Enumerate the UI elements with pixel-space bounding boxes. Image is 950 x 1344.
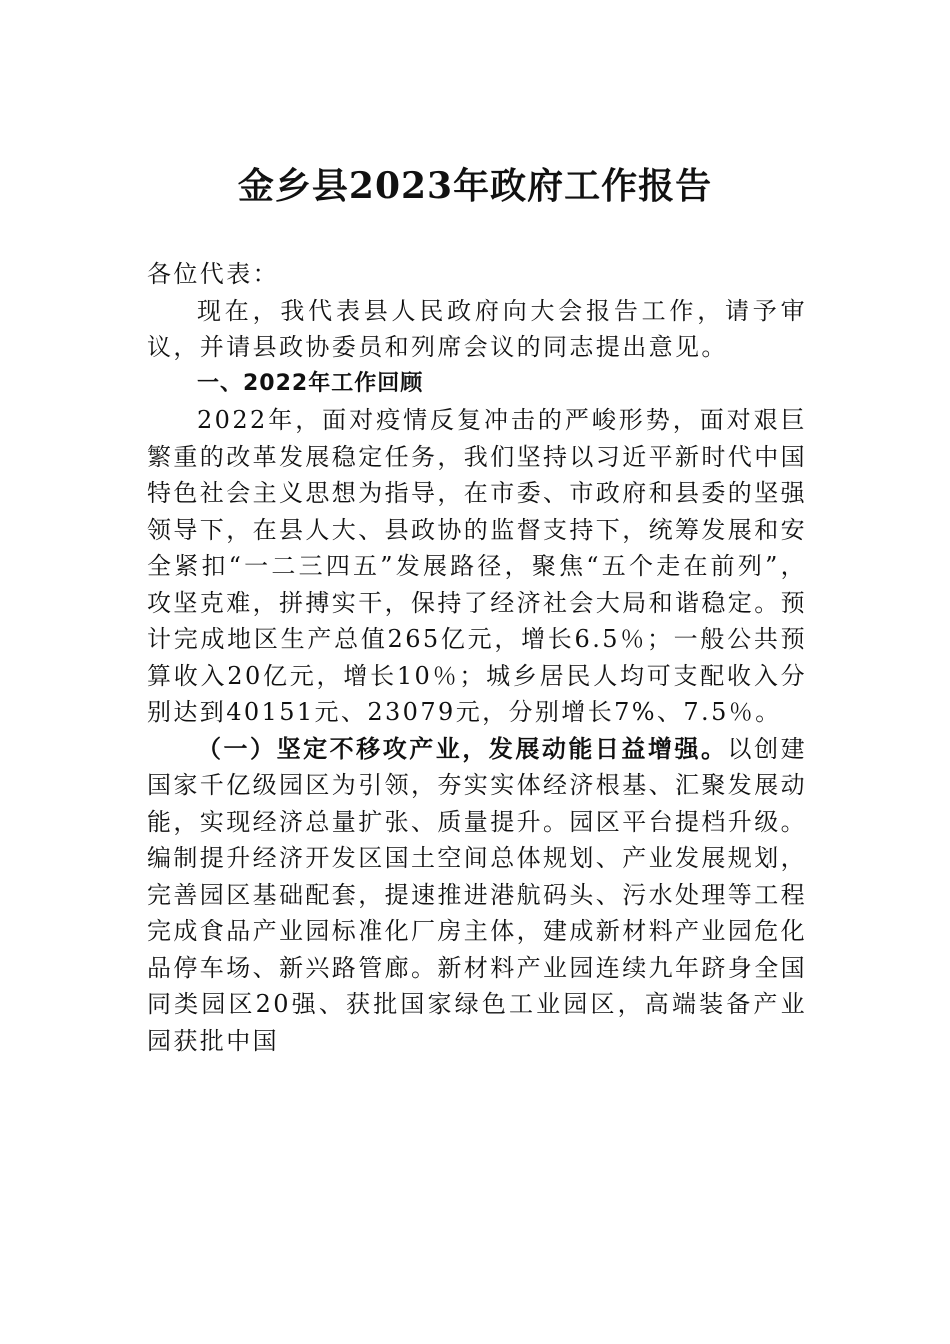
document-title: 金乡县2023年政府工作报告 <box>237 165 713 207</box>
salutation: 各位代表： <box>147 260 279 288</box>
subsection-lead: （一）坚定不移攻产业，发展动能日益增强。 <box>197 733 728 763</box>
subsection-paragraph <box>147 731 807 1060</box>
document-body <box>147 256 807 1059</box>
section-heading: 一、2022年工作回顾 <box>197 370 424 396</box>
subsection-body: 以创建国家千亿级园区为引领，夯实实体经济根基、汇聚发展动能，实现经济总量扩张、质量提升。园区平台提档升级。编制提升经济开发区国土空间总体规划、产业发展规划，完善园区基础配套，提速推进港航码头、污水处理等工程完成食品产业园标准化厂房主体，建成新材料产业园危化品停车场、新兴路管廊。新材料产业园连续九年跻身全国同类园区20强、获批国家绿色工业园区，高端装备产业园获批中国 <box>147 734 808 1055</box>
review-paragraph: 2022年，面对疫情反复冲击的严峻形势，面对艰巨繁重的改革发展稳定任务，我们坚持以习近平新时代中国特色社会主义思想为指导，在市委、市政府和县委的坚强领导下，在县人大、县政协的监督支持下，统筹发展和安全紧扣“一二三四五”发展路径，聚焦“五个走在前列”，攻坚克难，拼搏实干，保持了经济社会大局和谐稳定。预计完成地区生产总值265亿元，增长6.5％；一般公共预算收入20亿元，增长10％；城乡居民人均可支配收入分别达到40151元、23079元，分别增长7%、7.5％。 <box>147 406 807 726</box>
intro-paragraph: 现在，我代表县人民政府向大会报告工作，请予审议，并请县政协委员和列席会议的同志提出意见。 <box>147 296 807 361</box>
